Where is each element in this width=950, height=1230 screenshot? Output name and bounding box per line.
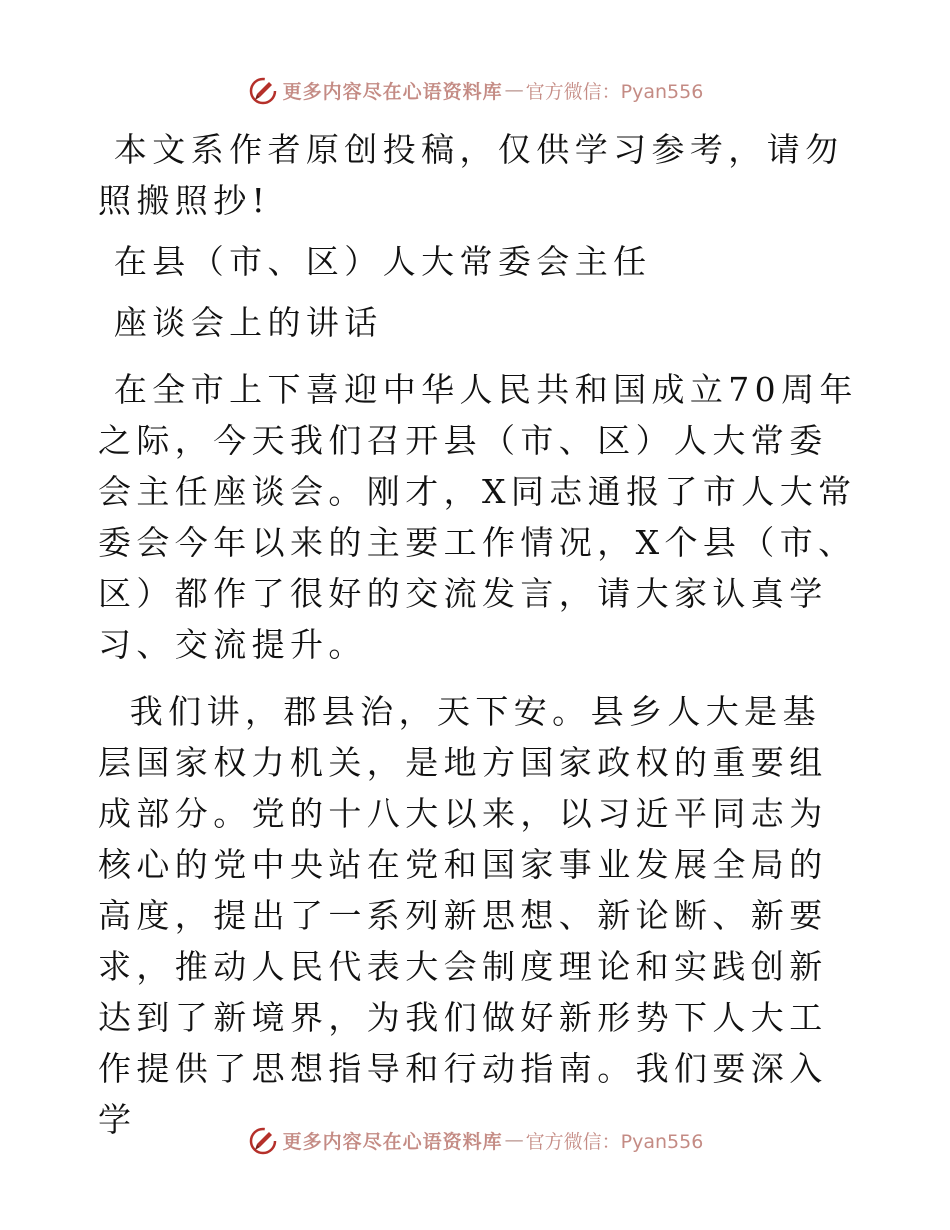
document-body	[98, 124, 858, 1161]
pen-nib-circle-icon	[247, 1124, 279, 1156]
disclaimer-paragraph: 本文系作者原创投稿，仅供学习参考，请勿照搬照抄!	[98, 130, 844, 220]
title-line-1: 在县（市、区）人大常委会主任	[98, 242, 652, 281]
header-watermark-title: 更多内容尽在心语资料库	[282, 80, 503, 103]
footer-watermark-title: 更多内容尽在心语资料库	[282, 1130, 503, 1153]
header-watermark-wechat: 官方微信：Pyan556	[525, 80, 704, 103]
footer-watermark-dash: —	[504, 1129, 524, 1151]
pen-nib-circle-icon	[247, 74, 279, 106]
header-watermark-dash: —	[504, 79, 524, 101]
footer-watermark	[0, 1120, 950, 1160]
body-paragraph-1: 在全市上下喜迎中华人民共和国成立70周年之际，今天我们召开县（市、区）人大常委会主任座谈会。刚才，X同志通报了市人大常委会今年以来的主要工作情况，X个县（市、区）都作了很好的交流发言，请大家认真学习、交流提升。	[98, 370, 858, 664]
header-watermark	[0, 70, 950, 110]
title-line-2: 座谈会上的讲话	[98, 303, 383, 342]
footer-watermark-wechat: 官方微信：Pyan556	[525, 1130, 704, 1153]
body-paragraph-2: 我们讲，郡县治，天下安。县乡人大是基层国家权力机关，是地方国家政权的重要组成部分。党的十八大以来，以习近平同志为核心的党中央站在党和国家事业发展全局的高度，提出了一系列新思想、新论断、新要求，推动人民代表大会制度理论和实践创新达到了新境界，为我们做好新形势下人大工作提供了思想指导和行动指南。我们要深入学	[98, 692, 828, 1139]
